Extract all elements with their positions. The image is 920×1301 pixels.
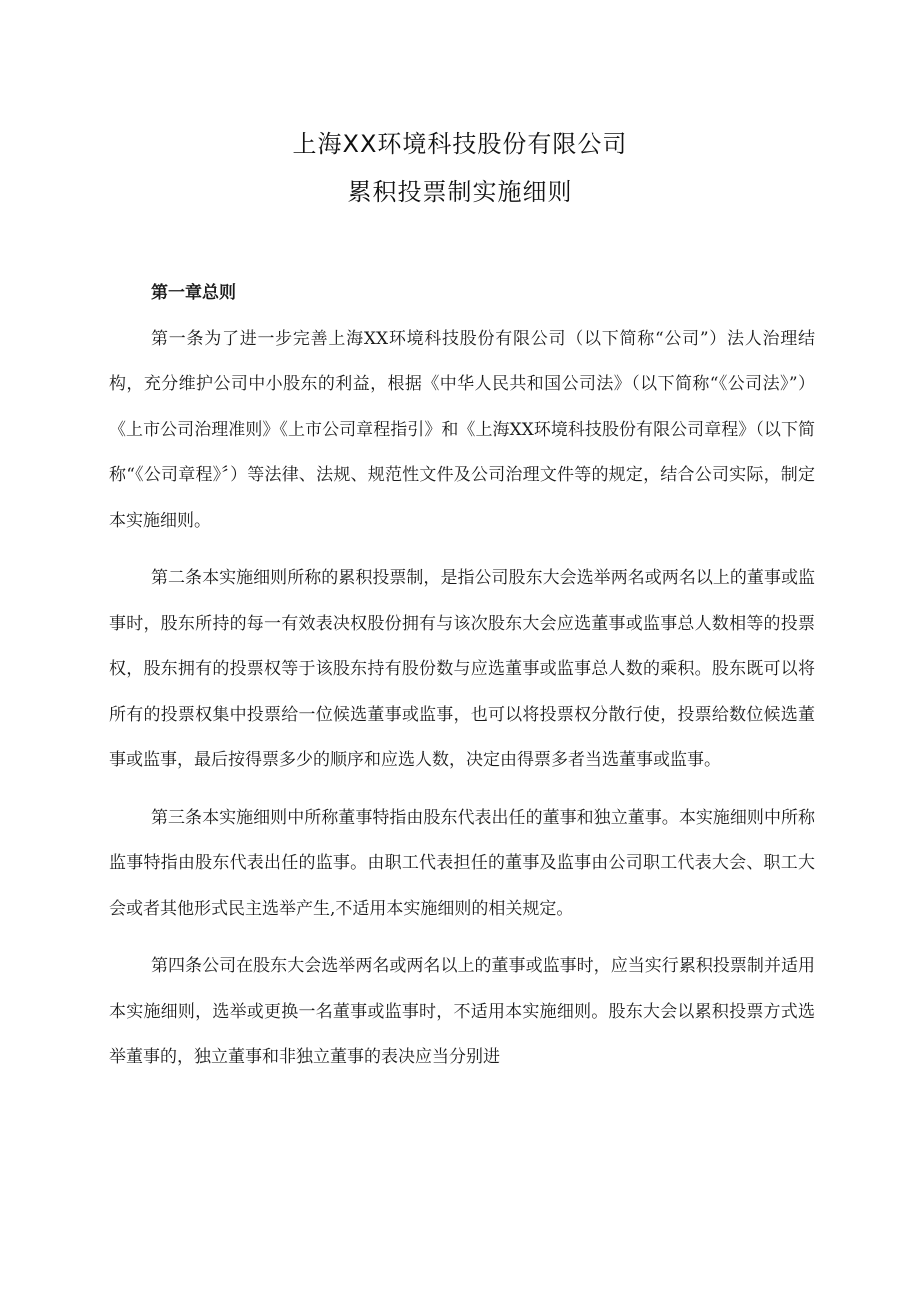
document-body xyxy=(109,271,815,1093)
article-4: 第四条公司在股东大会选举两名或两名以上的董事或监事时，应当实行累积投票制并适用本实施细则，选举或更换一名董事或监事时，不适用本实施细则。股东大会以累积投票方式选举董事的，独立董事和非独立董事的表决应当分别进 xyxy=(109,956,815,1067)
article-1: 第一条为了进一步完善上海XX环境科技股份有限公司（以下简称“公司”）法人治理结构，充分维护公司中小股东的利益，根据《中华人民共和国公司法》（以下简称“《公司法》”）《上市公司治理准则》《上市公司章程指引》和《上海XX环境科技股份有限公司章程》（以下简称“《公司章程》〞）等法律、法规、规范性文件及公司治理文件等的规定，结合公司实际，制定本实施细则。 xyxy=(109,328,815,531)
document-title-company: 上海XX环境科技股份有限公司 xyxy=(292,130,628,158)
title-block xyxy=(0,120,920,216)
chapter-heading: 第一章总则 xyxy=(151,283,236,303)
document-title-rules: 累积投票制实施细则 xyxy=(347,178,573,206)
article-2: 第二条本实施细则所称的累积投票制，是指公司股东大会选举两名或两名以上的董事或监事时，股东所持的每一有效表决权股份拥有与该次股东大会应选董事或监事总人数相等的投票权，股东拥有的投票权等于该股东持有股份数与应选董事或监事总人数的乘积。股东既可以将所有的投票权集中投票给一位候选董事或监事，也可以将投票权分散行使，投票给数位候选董事或监事，最后按得票多少的顺序和应选人数，决定由得票多者当选董事或监事。 xyxy=(109,568,815,770)
article-3: 第三条本实施细则中所称董事特指由股东代表出任的董事和独立董事。本实施细则中所称监事特指由股东代表出任的监事。由职工代表担任的董事及监事由公司职工代表大会、职工大会或者其他形式民主选举产生,不适用本实施细则的相关规定。 xyxy=(109,807,815,919)
